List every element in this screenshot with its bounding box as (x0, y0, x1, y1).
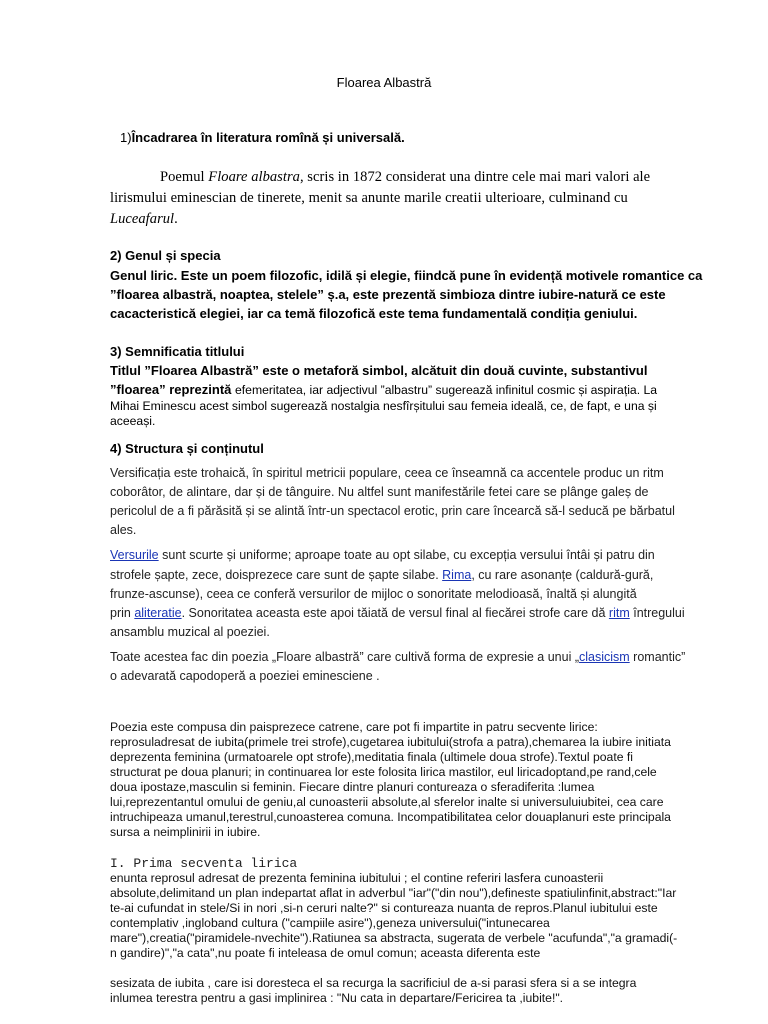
section-3-line-4: aceeași. (110, 414, 156, 428)
luceafarul-italic: Luceafarul (110, 211, 175, 227)
verses-line-3: frunze-ascunse), ceea ce conferă versurilor de mijloc o sonoritate melodioasă, înaltă și alungită (110, 587, 637, 601)
section-2-line: Genul liric. Este un poem filozofic, idilă și elegie, fiindcă pune în evidență motivele romantice ca (110, 268, 703, 283)
first-sequence-line: absolute,delimitand un plan indepartat aflat in adverbul "iar"("din nou"),defineste spatiulinfinit,abstract:"Iar (110, 886, 677, 900)
section-1-number: 1) (120, 130, 132, 145)
structure-paragraph-line: deprezenta feminina (urmatoarele opt strofe),meditatia finala (ultimele doua strofe).Textul poate fi (110, 750, 633, 764)
verses-line-1: Versurile sunt scurte și uniforme; aproape toate au opt silabe, cu excepția versului întâi și patru din (110, 548, 655, 562)
section-1-heading-text: Încadrarea în literatura romînă și universală. (131, 130, 405, 145)
first-sequence-line: n gandire)","a cata",nu poate fi inteleasa de omul comun; aceasta diferenta este (110, 946, 541, 960)
versification-line: Versificația este trohaică, în spiritul metricii populare, ceea ce înseamnă ca accentele produc un ritm (110, 466, 664, 480)
section-1-heading (120, 130, 405, 145)
section-3-heading: 3) Semnificatia titlului (110, 344, 245, 359)
first-sequence-after-line: sesizata de iubita , care isi doresteca el sa recurga la sacrificiul de a-si parasi sfera si a se integra (110, 976, 637, 990)
clasicism-link[interactable]: clasicism (579, 650, 630, 664)
section-1-line-3: Luceafarul. (110, 211, 178, 227)
first-sequence-line: contemplativ ,ingloband cultura ("campiile asire"),geneza universului("intunecarea (110, 916, 550, 930)
verses-line-2: strofele șapte, zece, doisprezece care sunt de șapte silabe. Rima, cu rare asonanțe (caldură-gură, (110, 568, 654, 582)
first-sequence-line: te-ai cufundat in stele/Si in nori ,si-n ceruri nalte?" si contureaza nuanta de repros.Planul iubitului este (110, 901, 658, 915)
page-title: Floarea Albastră (336, 75, 432, 90)
section-1-line-1: Poemul Floare albastra, scris in 1872 considerat una dintre cele mai mari valori ale (160, 169, 651, 185)
first-sequence-line: enunta reprosul adresat de prezenta feminina iubitului ; el contine referiri lasfera cunoasterii (110, 871, 604, 885)
section-3-line-2: ”floarea” reprezintă efemeritatea, iar adjectivul ”albastru” sugerează infinitul cosmic și aspirația. La (110, 382, 658, 397)
clasicism-line-2: o adevarată capodoperă a poeziei eminesciene . (110, 669, 380, 683)
poem-title-italic: Floare albastra (208, 169, 300, 185)
aliteratie-link[interactable]: aliteratie (134, 606, 182, 620)
clasicism-line-1: Toate acestea fac din poezia „Floare albastră” care cultivă forma de expresie a unui „clasicism romantic” (110, 650, 686, 664)
versification-line: coborâtor, de alintare, dar și de tânguire. Nu altfel sunt manifestările fetei care se plânge galeș de (110, 485, 649, 499)
structure-paragraph-line: reprosuladresat de iubita(primele trei strofe),cugetarea iubitului(strofa a patra),chemarea la iubire initiata (110, 735, 671, 749)
verses-line-4: prin aliteratie. Sonoritatea aceasta este apoi tăiată de versul final al fiecărei strofe care dă ritm întregului (110, 606, 685, 620)
structure-paragraph-line: Poezia este compusa din paisprezece catrene, care pot fi impartite in patru secvente lirice: (110, 720, 598, 734)
first-sequence-after-line: inlumea terestra pentru a gasi implinirea : "Nu cata in departare/Fericirea ta ,iubite!". (110, 991, 564, 1005)
verses-line-5: ansamblu muzical al poeziei. (110, 625, 270, 639)
section-2-line: cacacteristică elegiei, iar ca temă filozofică este tema fundamentală condiția geniului. (110, 306, 638, 321)
versification-line: ales. (110, 523, 137, 537)
structure-paragraph-line: lui,reprezentantul omului de geniu,al cunoasterii absolute,al sferelor inalte si universuluiubitei, cea care (110, 795, 664, 809)
structure-paragraph-line: intruchipeaza umanul,terestrul,cunoasterea comuna. Incompatibilitatea celor douaplanuri este principala (110, 810, 671, 824)
rima-link[interactable]: Rima (442, 568, 472, 582)
section-1-line-2: lirismului eminescian de tinerete, menit sa anunte marile creatii ulterioare, culminand cu (110, 190, 628, 206)
section-4-heading: 4) Structura și conținutul (110, 441, 264, 456)
structure-paragraph-line: doua ipostaze,masculin si feminin. Fiecare dintre planuri contureaza o sferadiferita :lumea (110, 780, 595, 794)
versification-line: pericolul de a fi părăsită și se alintă într-un spectacol erotic, prin care încearcă să-l seducă pe bărbatul (110, 504, 675, 518)
structure-paragraph-line: sursa a neimplinirii in iubire. (110, 825, 261, 839)
first-sequence-heading: I. Prima secventa lirica (110, 856, 298, 871)
versurile-link[interactable]: Versurile (110, 548, 159, 562)
section-2-heading: 2) Genul și specia (110, 248, 221, 263)
structure-paragraph-line: structurat pe doua planuri; in continuarea lor este folosita lirica mastilor, eul liricadoptand,pe rand,cele (110, 765, 657, 779)
section-3-line-1: Titlul ”Floarea Albastră” este o metaforă simbol, alcătuit din două cuvinte, substantivul (110, 363, 648, 378)
section-2-line: ”floarea albastră, noaptea, stelele” ș.a, este prezentă simbioza dintre iubire-natură ce este (110, 287, 666, 302)
first-sequence-line: mare"),creatia("piramidele-nvechite").Ratiunea sa abstracta, sugerata de verbele "acufunda","a gramadi(- (110, 931, 678, 945)
ritm-link[interactable]: ritm (608, 606, 630, 620)
section-3-line-3: Mihai Eminescu acest simbol sugerează nostalgia nesfîrșitului sau femeia ideală, ce, de fapt, e una și (110, 399, 657, 413)
